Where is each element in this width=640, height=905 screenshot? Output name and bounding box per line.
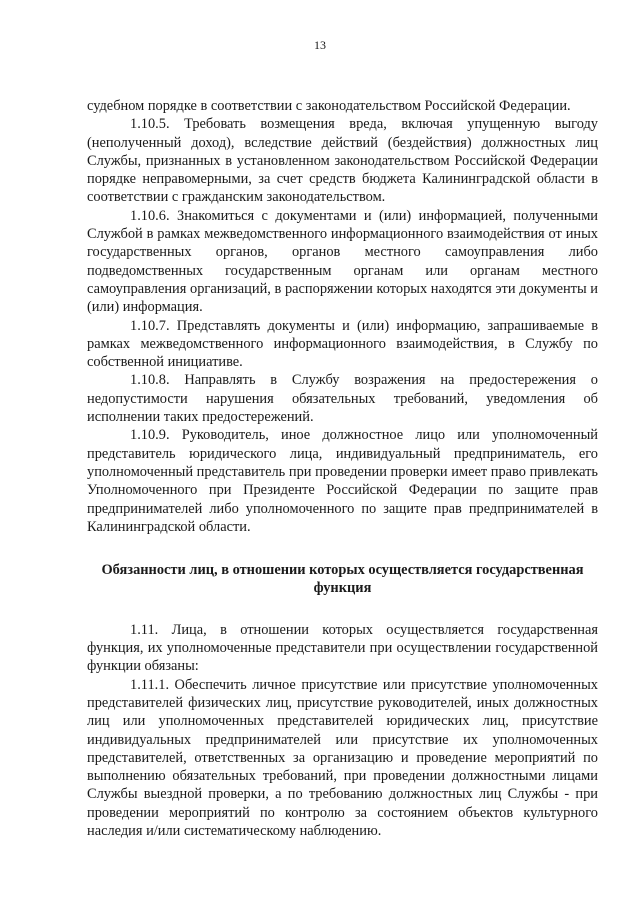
paragraph-1-10-8: 1.10.8. Направлять в Службу возражения на предостережения о недопустимости нарушения обязательных требований, уведомления об исполнении таких предостережений. (87, 372, 598, 426)
paragraph-1-11: 1.11. Лица, в отношении которых осуществляется государственная функция, их уполномоченные представители при осуществлении государственной функции обязаны: (87, 621, 598, 675)
section-heading: Обязанности лиц, в отношении которых осуществляется государственная функция (101, 562, 584, 597)
paragraph-1-11-1: 1.11.1. Обеспечить личное присутствие или присутствие уполномоченных представителей физических лиц, присутствие руководителей, иных должностных лиц или уполномоченных представителей юридических лиц, присутствие индивидуальных предпринимателей или присутствие их уполномоченных представителей, ответственных за организацию и проведение мероприятий по выполнению обязательных требований, при проведении должностными лицами Службы выездной проверки, а по требованию должностных лиц Службы - при проведении мероприятий по контролю за состоянием объектов культурного наследия и/или систематическому наблюдению. (87, 676, 598, 839)
document-body (87, 97, 598, 840)
paragraph-1-10-7: 1.10.7. Представлять документы и (или) информацию, запрашиваемые в рамках межведомственного информационного взаимодействия, в Службу по собственной инициативе. (87, 317, 598, 371)
paragraph-1-10-6: 1.10.6. Знакомиться с документами и (или) информацией, полученными Службой в рамках межведомственного информационного взаимодействия от иных государственных органов, органов местного самоуправления либо подведомственных государственным органам или органам местного самоуправления организаций, в распоряжении которых находятся эти документы и (или) информация. (87, 207, 598, 316)
paragraph-continuation: судебном порядке в соответствии с законодательством Российской Федерации. (87, 98, 571, 114)
paragraph-1-10-5: 1.10.5. Требовать возмещения вреда, включая упущенную выгоду (неполученный доход), вследствие действий (бездействия) должностных лиц Службы, признанных в установленном законодательством Российской Федерации порядке неправомерными, за счет средств бюджета Калининградской области в соответствии с гражданским законодательством. (87, 116, 598, 206)
paragraph-1-10-9: 1.10.9. Руководитель, иное должностное лицо или уполномоченный представитель юридического лица, индивидуальный предприниматель, его уполномоченный представитель при проведении проверки имеет право привлекать Уполномоченного при Президенте Российской Федерации по защите прав предпринимателей либо уполномоченного по защите прав предпринимателей в Калининградской области. (87, 427, 598, 535)
page-number: 13 (314, 38, 326, 52)
